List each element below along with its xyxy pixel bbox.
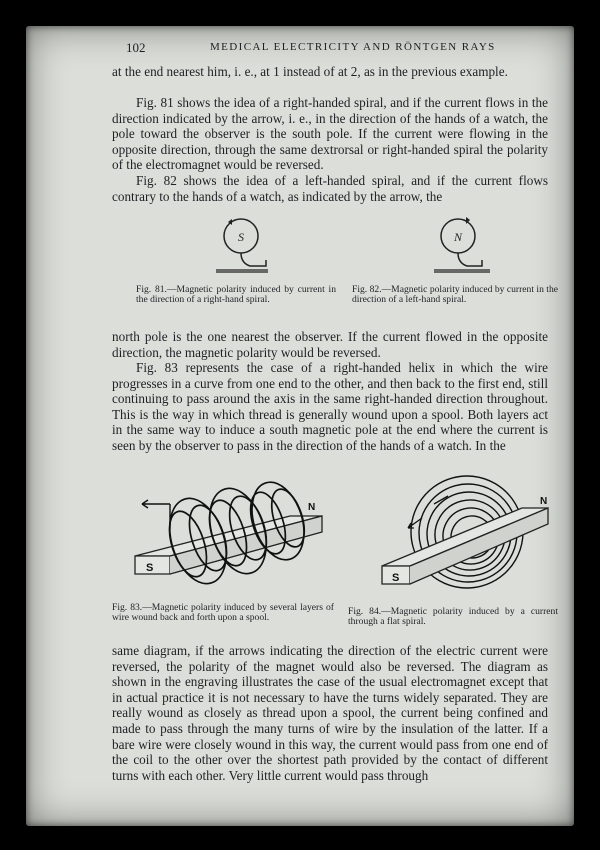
fig83-label-s: S	[146, 562, 154, 574]
fig84-label-s: S	[392, 572, 400, 584]
figure-84-caption: Fig. 84.—Magnetic polarity induced by a current through a flat spiral.	[348, 606, 558, 628]
paragraph-5: Fig. 83 represents the case of a right-handed helix in which the wire progresses in a curve from one end to the other, and then back to the first end, still continuing to pass around the axis in the same right-handed direction throughout. This is the way in which thread is generally wound upon a spool. Both layers act in the same way to induce a south magnetic pole at the end where the current is seen by the observer to pass in the direction of the hands of a watch. In the	[112, 360, 548, 453]
figure-84-flat-spiral	[372, 474, 552, 604]
book-page	[26, 26, 574, 826]
figure-82-caption: Fig. 82.—Magnetic polarity induced by current in the direction of a left-hand spiral.	[352, 284, 558, 306]
fig82-pole-label: N	[453, 230, 463, 244]
fig83-label-n: N	[308, 502, 316, 513]
figure-83-caption: Fig. 83.—Magnetic polarity induced by several layers of wire wound back and forth upon a spool.	[112, 602, 334, 624]
figure-83-wound-spool	[130, 474, 330, 604]
paragraph-2: Fig. 81 shows the idea of a right-handed spiral, and if the current flows in the direction indicated by the arrow, i. e., in the direction of the hands of a watch, the pole toward the observer is the south pole. If the current were flowing in the opposite direction, through the same dextrorsal or right-handed spiral the polarity of the electromagnet would be reversed.	[112, 95, 548, 173]
page-number: 102	[126, 40, 146, 55]
fig84-label-n: N	[540, 496, 548, 507]
figure-82-left-hand-spiral	[426, 214, 496, 278]
running-title: MEDICAL ELECTRICITY AND RÖNTGEN RAYS	[210, 41, 496, 53]
paragraph-1: at the end nearest him, i. e., at 1 instead of at 2, as in the previous example.	[112, 64, 508, 79]
fig81-pole-label: S	[238, 230, 244, 244]
figure-81-caption: Fig. 81.—Magnetic polarity induced by current in the direction of a right-hand spiral.	[136, 284, 336, 306]
figure-81-right-hand-spiral	[206, 214, 276, 278]
paragraph-6: same diagram, if the arrows indicating the direction of the electric current were reversed, the polarity of the magnet would also be reversed. The diagram as shown in the engraving illustrates the case of the usual electromagnet except that in actual practice it is not necessary to have the turns widely separated. They are really wound as closely as thread upon a spool, the current being confined and made to pass through the many turns of wire by the insulation of the latter. If a bare wire were closely wound in this way, the current would pass from one end of the coil to the other over the shortest path provided by the contact of different turns with each other. Very little current would pass through	[112, 643, 548, 783]
paragraph-4: north pole is the one nearest the observer. If the current flowed in the opposite direction, the magnetic polarity would be reversed.	[112, 329, 548, 360]
paragraph-3: Fig. 82 shows the idea of a left-handed spiral, and if the current flows contrary to the hands of a watch, as indicated by the arrow, the	[112, 173, 548, 204]
